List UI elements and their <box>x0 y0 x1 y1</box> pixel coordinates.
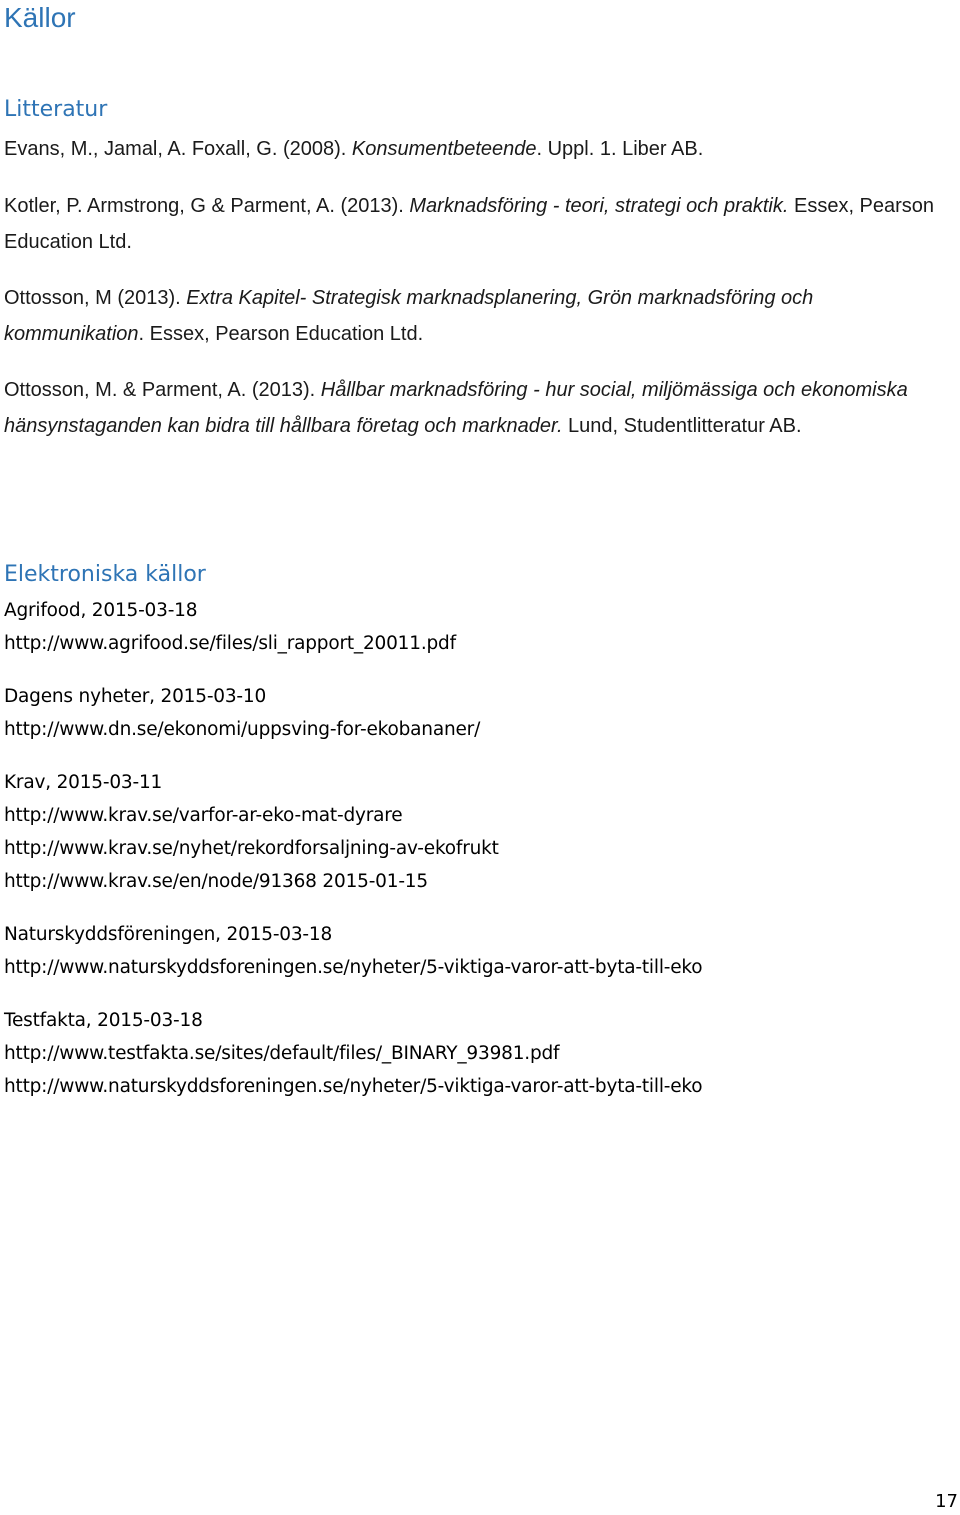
reference-entry <box>4 188 950 260</box>
source-name: Testfakta, 2015-03-18 <box>4 1010 203 1031</box>
section-heading-litteratur: Litteratur <box>4 97 108 122</box>
reference-publisher-text: . Uppl. 1. Liber AB. <box>536 138 704 160</box>
page-title: Källor <box>4 2 76 33</box>
reference-title-text: Extra Kapitel- Strategisk marknadsplanering, Grön marknadsföring och kommunikation <box>4 287 814 345</box>
reference-publisher-text: Essex, Pearson Education Ltd. <box>4 195 935 253</box>
source-url: http://www.dn.se/ekonomi/uppsving-for-ekobananer/ <box>4 719 481 740</box>
source-url: http://www.krav.se/nyhet/rekordforsaljning-av-ekofrukt <box>4 838 499 859</box>
section-heading-elektroniska-kallor: Elektroniska källor <box>4 562 206 587</box>
reference-entry <box>4 280 950 352</box>
reference-entry <box>4 131 950 167</box>
source-name: Agrifood, 2015-03-18 <box>4 600 198 621</box>
reference-title-text: Marknadsföring - teori, strategi och praktik. <box>409 195 789 217</box>
source-url: http://www.krav.se/en/node/91368 2015-01-15 <box>4 871 428 892</box>
source-url: http://www.agrifood.se/files/sli_rapport_20011.pdf <box>4 633 456 654</box>
reference-title-text: Hållbar marknadsföring - hur social, miljömässiga och ekonomiska hänsynstaganden kan bidra till hållbara företag och marknader. <box>4 379 908 437</box>
source-url: http://www.naturskyddsforeningen.se/nyheter/5-viktiga-varor-att-byta-till-eko <box>4 1076 703 1097</box>
source-name: Krav, 2015-03-11 <box>4 772 163 793</box>
reference-author-text: Ottosson, M (2013). <box>4 287 187 309</box>
reference-publisher-text: Lund, Studentlitteratur AB. <box>562 415 802 437</box>
source-url: http://www.krav.se/varfor-ar-eko-mat-dyrare <box>4 805 403 826</box>
page-number: 17 <box>935 1491 958 1512</box>
reference-author-text: Kotler, P. Armstrong, G & Parment, A. (2013). <box>4 195 410 217</box>
reference-author-text: Evans, M., Jamal, A. Foxall, G. (2008). <box>4 138 352 160</box>
source-name: Naturskyddsföreningen, 2015-03-18 <box>4 924 333 945</box>
source-name: Dagens nyheter, 2015-03-10 <box>4 686 267 707</box>
source-url: http://www.naturskyddsforeningen.se/nyheter/5-viktiga-varor-att-byta-till-eko <box>4 957 703 978</box>
reference-entry <box>4 372 950 444</box>
reference-author-text: Ottosson, M. & Parment, A. (2013). <box>4 379 321 401</box>
reference-publisher-text: . Essex, Pearson Education Ltd. <box>138 323 424 345</box>
reference-title-text: Konsumentbeteende <box>351 138 537 160</box>
source-url: http://www.testfakta.se/sites/default/files/_BINARY_93981.pdf <box>4 1043 560 1064</box>
